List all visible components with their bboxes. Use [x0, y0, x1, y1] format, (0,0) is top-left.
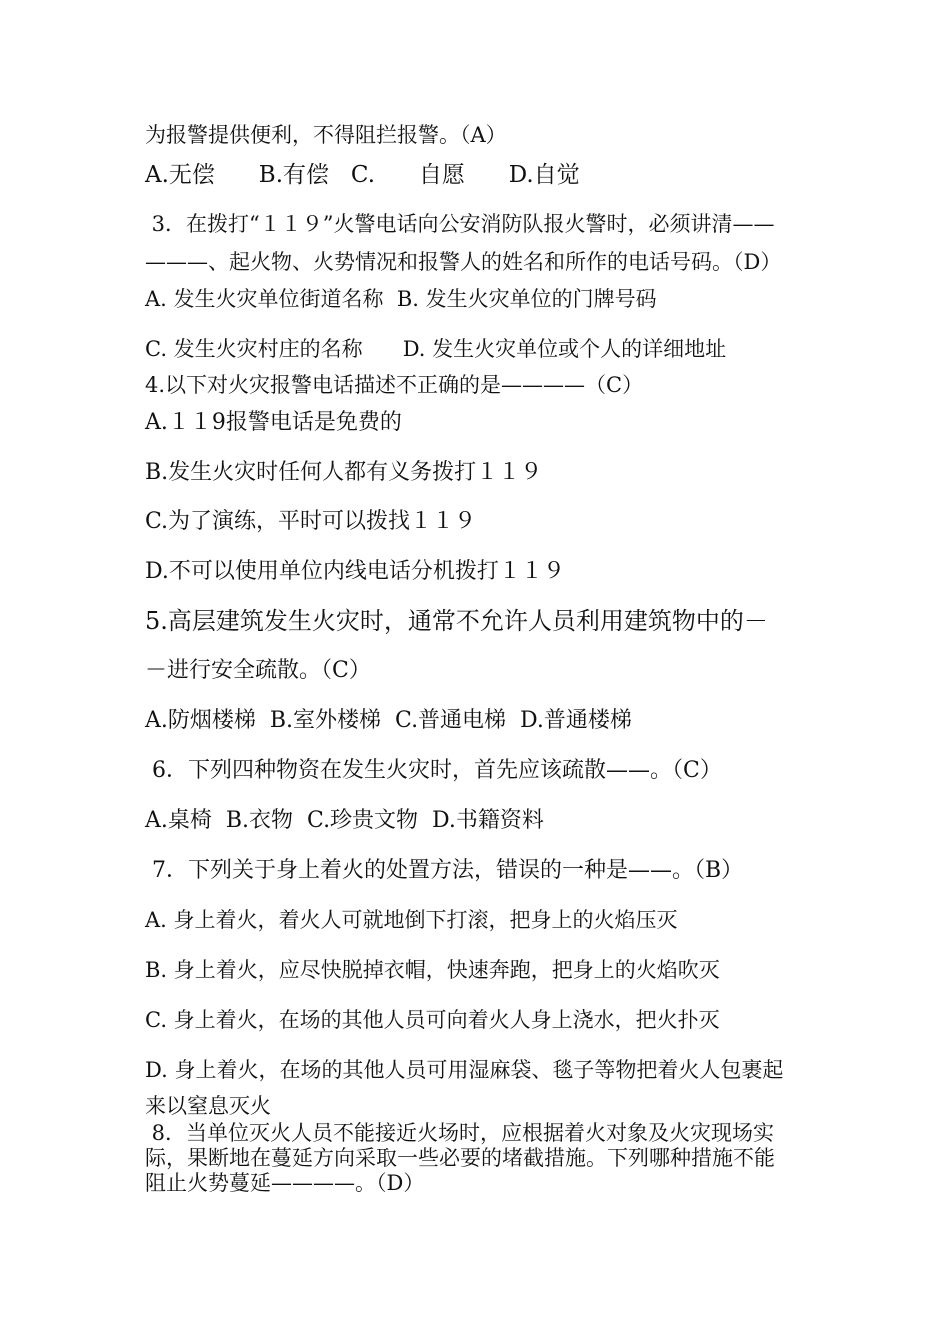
text-line: 5.高层建筑发生火灾时，通常不允许人员利用建筑物中的－ [145, 607, 768, 635]
text-line: 3．在拨打“１１９”火警电话向公安消防队报火警时，必须讲清—— [145, 212, 775, 236]
text-line: B.发生火灾时任何人都有义务拨打１１９ [145, 460, 543, 485]
text-line: C. 身上着火，在场的其他人员可向着火人身上浇水，把火扑灭 [145, 1008, 720, 1032]
text-line: D. 身上着火，在场的其他人员可用湿麻袋、毯子等物把着火人包裹起 [145, 1058, 784, 1082]
text-line: A.１１9报警电话是免费的 [145, 410, 402, 435]
text-line: 际，果断地在蔓延方向采取一些必要的堵截措施。下列哪种措施不能 [145, 1146, 775, 1170]
text-line: 为报警提供便利，不得阻拦报警。（A） [145, 123, 507, 147]
text-line: C.为了演练，平时可以拨找１１９ [145, 509, 477, 534]
text-line: D.不可以使用单位内线电话分机拨打１１９ [145, 559, 565, 584]
text-line: A.无偿 B.有偿 C. 自愿 D.自觉 [145, 162, 580, 188]
text-line: C. 发生火灾村庄的名称 D. 发生火灾单位或个人的详细地址 [145, 337, 727, 361]
text-line: 6．下列四种物资在发生火灾时，首先应该疏散——。（C） [145, 758, 722, 783]
text-line: A.桌椅 B.衣物 C.珍贵文物 D.书籍资料 [145, 808, 544, 833]
text-line: －进行安全疏散。（C） [145, 658, 371, 683]
text-line: 7．下列关于身上着火的处置方法，错误的一种是——。（B） [145, 858, 744, 883]
text-line: A. 身上着火，着火人可就地倒下打滚，把身上的火焰压灭 [145, 908, 678, 932]
text-line: B. 身上着火，应尽快脱掉衣帽，快速奔跑，把身上的火焰吹灭 [145, 958, 720, 982]
text-line: ———、起火物、火势情况和报警人的姓名和所作的电话号码。（D） [145, 250, 782, 274]
text-line: 4.以下对火灾报警电话描述不正确的是————（C） [145, 373, 644, 397]
text-line: A.防烟楼梯 B.室外楼梯 C.普通电梯 D.普通楼梯 [145, 708, 632, 733]
text-line: A. 发生火灾单位街道名称 B. 发生火灾单位的门牌号码 [145, 287, 657, 311]
text-line: 来以窒息灭火 [145, 1094, 271, 1118]
text-line: 阻止火势蔓延————。（D） [145, 1171, 425, 1195]
text-line: 8．当单位灭火人员不能接近火场时，应根据着火对象及火灾现场实 [145, 1121, 775, 1145]
